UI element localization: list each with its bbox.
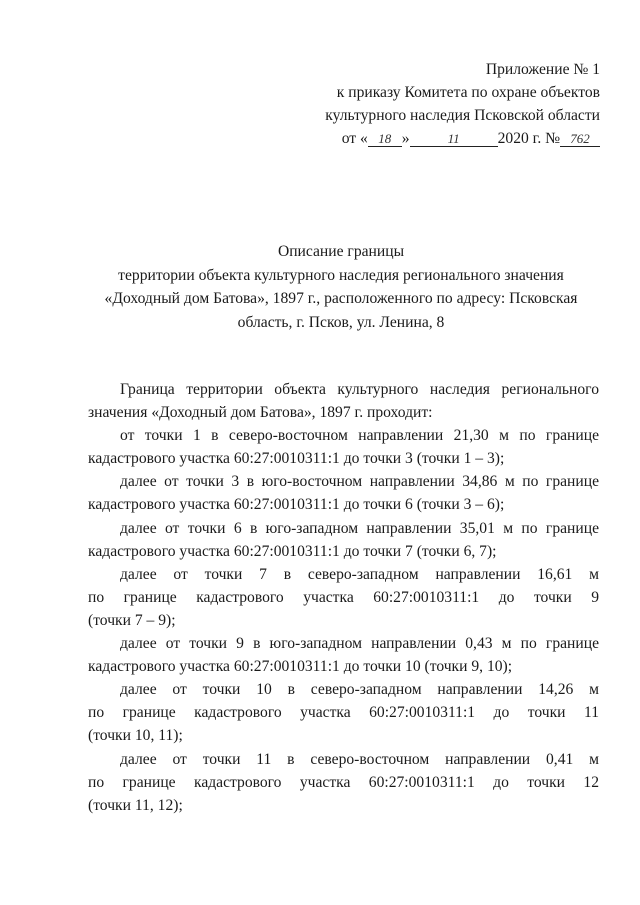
order-date-line: [300, 127, 600, 150]
segment-paragraph: [88, 563, 599, 632]
text-line: по границе кадастрового участка 60:27:0010311:1 до точки 12: [88, 773, 599, 791]
intro-paragraph: [88, 378, 599, 424]
date-year: 2020 г. №: [497, 130, 560, 147]
handwritten-number: 762: [560, 131, 600, 147]
text-line: далее от точки 6 в юго-западном направлении 35,01 м по границе: [120, 519, 599, 537]
title-line-2: территории объекта культурного наследия регионального значения: [118, 266, 564, 284]
text-line: далее от точки 7 в северо-западном направлении 16,61 м: [120, 565, 599, 583]
text-line: далее от точки 10 в северо-западном направлении 14,26 м: [120, 681, 599, 699]
text-line: кадастрового участка 60:27:0010311:1 до точки 3 (точки 1 – 3);: [88, 450, 505, 468]
document-title: [80, 240, 602, 334]
date-mid: »: [401, 130, 410, 147]
text-line: по границе кадастрового участка 60:27:0010311:1 до точки 11: [88, 704, 599, 722]
title-line-1: Описание границы: [277, 243, 405, 260]
order-reference: к приказу Комитета по охране объектов: [336, 84, 600, 101]
appendix-header: [300, 58, 600, 150]
text-line: (точки 10, 11);: [88, 727, 183, 745]
text-line: далее от точки 9 в юго-западном направлении 0,43 м по границе: [120, 635, 599, 653]
text-line: (точки 7 – 9);: [88, 611, 176, 629]
appendix-number: Приложение № 1: [485, 61, 600, 78]
segment-paragraph: [88, 470, 599, 516]
committee-name: культурного наследия Псковской области: [325, 107, 600, 124]
text-line: (точки 11, 12);: [88, 796, 183, 814]
segment-paragraph: [88, 748, 599, 817]
date-prefix: от «: [341, 130, 368, 147]
text-line: от точки 1 в северо-восточном направлении 21,30 м по границе: [120, 427, 599, 445]
text-line: кадастрового участка 60:27:0010311:1 до точки 10 (точки 9, 10);: [88, 658, 513, 676]
text-line: по границе кадастрового участка 60:27:0010311:1 до точки 9: [88, 588, 599, 606]
text-line: далее от точки 3 в юго-восточном направлении 34,86 м по границе: [120, 473, 599, 491]
handwritten-day: 18: [368, 131, 402, 147]
text-line: Граница территории объекта культурного наследия регионального: [120, 381, 599, 398]
text-line: значения «Доходный дом Батова», 1897 г. проходит:: [88, 404, 433, 422]
text-line: кадастрового участка 60:27:0010311:1 до точки 7 (точки 6, 7);: [88, 542, 497, 560]
segment-paragraph: [88, 517, 599, 563]
handwritten-month: 11: [410, 131, 498, 147]
segment-paragraph: [88, 424, 599, 470]
text-line: далее от точки 11 в северо-восточном направлении 0,41 м: [120, 750, 599, 768]
segment-paragraph: [88, 678, 599, 747]
title-line-4: область, г. Псков, ул. Ленина, 8: [237, 313, 445, 331]
segment-paragraph: [88, 632, 599, 678]
text-line: кадастрового участка 60:27:0010311:1 до точки 6 (точки 3 – 6);: [88, 496, 505, 514]
title-line-3: «Доходный дом Батова», 1897 г., расположенного по адресу: Псковская: [104, 290, 578, 307]
document-body: [88, 378, 599, 817]
